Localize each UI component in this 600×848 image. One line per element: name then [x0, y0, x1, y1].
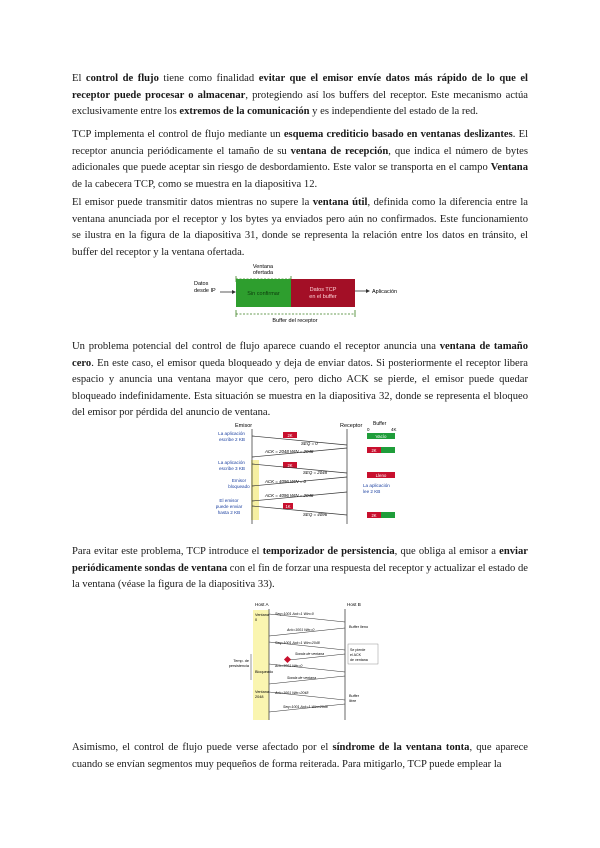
bold-term: ventana de tamaño cero [72, 341, 528, 369]
paragraph-useful-window [72, 195, 528, 261]
note-buffer-free-1: Buffer [349, 694, 360, 698]
figure-receiver-buffer [190, 262, 414, 324]
text-run: , protegiendo así los buffers del receptor. Este mecanismo actúa exclusivamente entre los [72, 89, 528, 117]
bold-term: enviar periódicamente sondas de ventana [72, 546, 528, 574]
note-can-send-1: El emisor [219, 498, 239, 503]
segment-label: SEQ = 4096 [303, 512, 328, 517]
note-can-send-3: hasta 2 KB [217, 510, 241, 515]
note-lost-ack-2: el ACK [350, 653, 361, 657]
label-receiver-buffer: Buffer del receptor [272, 318, 318, 324]
note-app-reads-2: lee 2 KB [363, 489, 381, 494]
label-application: Aplicación [372, 289, 398, 295]
ack-label: ACK = 4096 WIN = 0 [265, 479, 306, 484]
note-app-writes-2: escribe 2 KB [218, 437, 245, 442]
text-run: El emisor puede transmitir datos mientras no supere la [72, 197, 313, 208]
seg-label: Ack=1001 Win=0 [287, 628, 315, 632]
note-blocked-1: Emisor [231, 478, 247, 483]
label-offered-window-1: Ventana [252, 264, 274, 270]
arrow-data [252, 506, 347, 515]
note-app-reads-1: La aplicación [363, 483, 390, 488]
arrow-data [252, 436, 347, 445]
segment-label: SEQ = 2048 [303, 470, 328, 475]
tcp-data-box [291, 279, 355, 307]
note-window-3: Ventana [255, 690, 269, 694]
ack-label: ACK = 4096 WIN = 2048 [265, 493, 314, 498]
seg-label: Ack=1001 Win=2048 [275, 691, 309, 695]
text-run: TCP implementa el control de flujo mediante un [72, 129, 284, 140]
buffer-full-label: Lleno [375, 473, 387, 478]
header-sender: Emisor [235, 423, 253, 429]
label-data-from-ip-1: Datos [194, 281, 209, 287]
text-run: , que obliga al emisor a [394, 546, 500, 557]
segment-size: 1K [285, 504, 291, 509]
note-persist-2: persistencia [228, 664, 249, 668]
text-run: El [72, 73, 86, 84]
lost-marker [284, 656, 291, 663]
note-persist-1: Temp. de [233, 659, 249, 663]
bold-term: ventana útil [312, 197, 368, 208]
buffer-scale-0: 0 [367, 427, 370, 432]
text-run: , que indica el número de bytes adicionales que puede aceptar sin riesgo de desbordamiento. Este valor se transporta en el campo [72, 145, 529, 173]
paragraph-silly-window [72, 740, 528, 773]
header-host-b: Host B [347, 602, 361, 607]
text-run: con el fin de forzar una respuesta del receptor y actualizar el estado de la ventana (véase la figura de la diapositiva 33). [72, 562, 528, 590]
label-tcp-data-1: Datos TCP [309, 287, 337, 293]
note-lost-ack-1: Se pierde [350, 648, 366, 652]
note-blocked-2: bloqueado [228, 484, 250, 489]
text-run: . En este caso, el emisor queda bloqueado y deja de enviar datos. Si posteriormente el receptor libera espacio y anuncia una ventana mayor que cero, pero dicho ACK se pierde, el emisor puede quedar bloqueado indefinidamente. Esta situación se muestra en la diapositiva 32, donde se representa el bloqueo del emisor por pérdida del anuncio de ventana. [72, 357, 528, 418]
label-offered-window-2: ofertada [252, 270, 274, 276]
note-blocked: Bloqueado [255, 670, 274, 674]
bold-term: control de flujo [85, 73, 159, 84]
header-host-a: Host A [255, 602, 269, 607]
segment-label: SEQ = 0 [301, 441, 318, 446]
segment-size: 2K [287, 433, 293, 438]
bold-term: síndrome de la ventana tonta [332, 742, 470, 753]
label-tcp-data-2: en el buffer [309, 294, 337, 300]
note-can-send-2: puede enviar [215, 504, 243, 509]
paragraph-intro [72, 71, 528, 121]
text-run: Para evitar este problema, TCP introduce el [72, 546, 263, 557]
note-window-2: 0 [255, 618, 258, 622]
arrow-out-head [366, 289, 370, 293]
note-app-writes-4: escribe 3 KB [218, 466, 245, 471]
note-app-writes-3: La aplicación [218, 460, 245, 465]
arrow-in-head [232, 290, 236, 294]
text-run: . El receptor anuncia periódicamente el tamaño de su [72, 129, 529, 157]
text-run: , que aparece cuando se envían segmentos muy pequeños de forma reiterada. Para mitigarlo, TCP puede emplear la [72, 742, 529, 770]
note-buffer-free-2: libre [349, 699, 357, 703]
text-run: de la cabecera TCP, como se muestra en la diapositiva 12. [72, 178, 318, 190]
buffer-scale-4k: 4K [391, 427, 397, 432]
paragraph-persistence-timer [72, 544, 528, 594]
bold-term: Ventana [490, 162, 528, 173]
seg-label: Seq=1001 Ack=1 Win=2048 [275, 641, 320, 645]
label-data-from-ip-2: desde IP [194, 288, 216, 294]
bold-term: extremos de la comunicación [179, 106, 310, 117]
seg-label: Sonda de ventana [295, 652, 325, 656]
header-buffer: Buffer [373, 421, 387, 427]
arrow-data [252, 464, 347, 473]
ack-label: ACK = 2048 WIN = 2048 [265, 449, 314, 454]
buffer-fill-label: 2K [371, 448, 377, 453]
bold-term: evitar que el emisor envíe datos más rápido de lo que el receptor puede procesar o almacenar [72, 73, 528, 101]
segment-size: 2K [287, 463, 293, 468]
paragraph-zero-window [72, 339, 528, 422]
text-run: y es independiente del estado de la red. [309, 106, 479, 117]
text-run: , definida como la diferencia entre la ventana anunciada por el receptor y los bytes ya enviados pero aún no confirmados. Este funcionamiento se ilustra en la figura de la diapositiva 31, donde se representa la relación entre los datos en tránsito, el buffer del receptor y la ventana ofertada. [72, 197, 528, 258]
note-lost-ack-3: de ventana [350, 658, 368, 662]
figure-persistence-timer [225, 600, 390, 722]
buffer-fill-label: 2K [371, 513, 377, 518]
bold-term: esquema crediticio basado en ventanas deslizantes [283, 129, 513, 140]
text-run: tiene como finalidad [158, 73, 259, 84]
note-app-writes-1: La aplicación [218, 431, 245, 436]
buffer-empty-label: Vacío [375, 434, 387, 439]
note-window-1: Ventana [255, 613, 269, 617]
text-run: Un problema potencial del control de flujo aparece cuando el receptor anuncia una [72, 341, 440, 352]
seg-label: Ack=1001 Win=0 [275, 664, 303, 668]
seg-label: Seq=1001 Ack=1 Win=2048 [283, 705, 328, 709]
seg-label: Sonda de ventana [287, 676, 317, 680]
paragraph-credit-scheme [72, 127, 528, 193]
note-buffer-full: Buffer lleno [349, 625, 369, 629]
header-receiver: Receptor [340, 423, 363, 429]
buffer-free [381, 447, 395, 453]
buffer-free [381, 512, 395, 518]
bold-term: ventana de recepción [290, 145, 389, 157]
text-run: Asimismo, el control de flujo puede verse afectado por el [72, 742, 333, 753]
note-window-4: 2048 [255, 695, 264, 699]
sender-yellow-band [253, 610, 269, 720]
figure-zero-window-blocking [195, 420, 405, 530]
bold-term: temporizador de persistencia [262, 546, 395, 557]
label-unacked: Sin confirmar [247, 291, 280, 297]
seg-label: Seq=1001 Ack=1 Win=0 [275, 612, 314, 616]
